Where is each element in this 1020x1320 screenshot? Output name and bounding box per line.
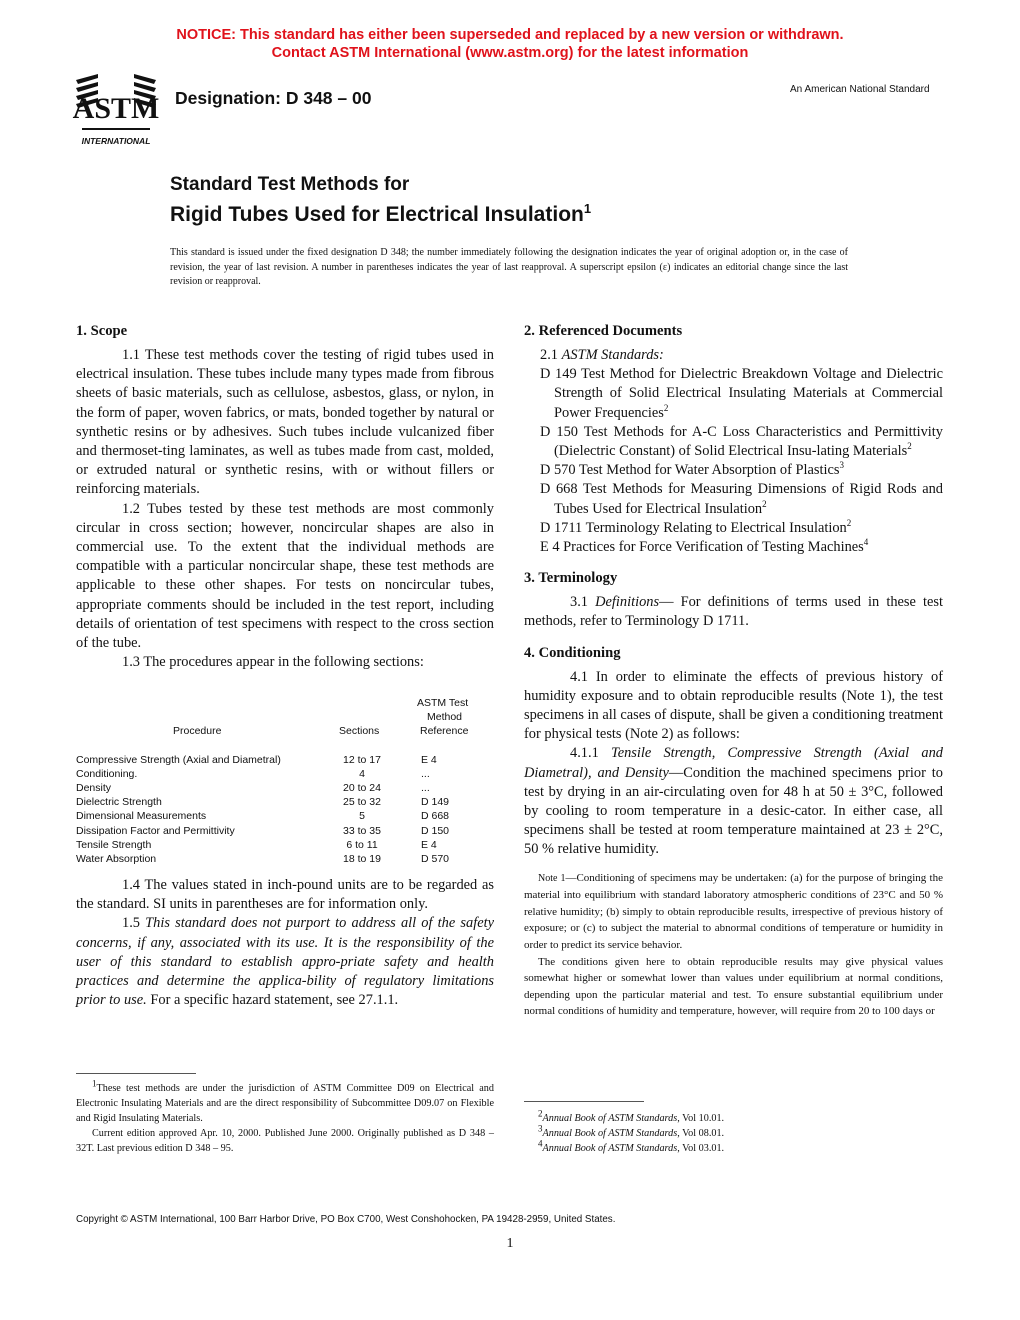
reference-d150 <box>524 423 943 461</box>
reference-footnote-mark: 2 <box>846 518 852 529</box>
cell-sections: 12 to 17 <box>343 754 381 766</box>
section-heading-terminology: 3. Terminology <box>524 570 618 587</box>
american-national-standard-label: An American National Standard <box>790 84 930 95</box>
reference-d570 <box>524 461 943 480</box>
footnote-2 <box>524 1108 943 1126</box>
cell-reference: D 668 <box>421 810 450 822</box>
footnote-1-edition: Current edition approved Apr. 10, 2000. Published June 2000. Originally published as D 348 – 32T. Last previous edition D 348 – 95. <box>76 1128 494 1154</box>
reference-text: D 149 Test Method for Dielectric Breakdown Voltage and Dielectric Strength of Solid Electrical Insulating Materials at Commercial Power Frequencies <box>540 366 943 421</box>
notice-line-2: Contact ASTM International (www.astm.org) for the latest information <box>271 45 749 61</box>
cell-reference: D 570 <box>421 853 450 865</box>
cell-reference: ... <box>421 782 430 794</box>
header-reference-line-3: Reference <box>420 725 469 737</box>
withdrawal-notice <box>0 26 1020 62</box>
note-1-text: —Conditioning of specimens may be undertaken: (a) for the purpose of bringing the material into equilibrium with standard laboratory atmospheric conditions of 23°C and 50 % relative humidity; (b) simply to obtain reproducible results, irrespective of previous history of exposure; or (c) to subject the material to abnormal conditions of temperature or humidity in order to predict its service behavior. <box>524 871 943 952</box>
cell-sections: 20 to 24 <box>343 782 381 794</box>
paragraph-3-1-term: Definitions <box>595 594 660 611</box>
notice-line-1: NOTICE: This standard has either been superseded and replaced by a new version or withdrawn. <box>176 27 844 43</box>
note-1-continued: The conditions given here to obtain reproducible results may give physical values somewhat higher or somewhat lower than values under equilibrium at normal conditions, depending upon the particular material and test. To ensure substantial equilibrium under normal conditions of humidity and temperature, however, will require from 20 to 100 days or <box>524 955 943 1018</box>
footnote-3-source: Annual Book of ASTM Standards <box>542 1128 678 1139</box>
cell-reference: E 4 <box>421 839 437 851</box>
table-row <box>76 753 494 767</box>
table-row <box>76 781 494 795</box>
reference-footnote-mark: 2 <box>907 441 912 452</box>
paragraph-2-1-title: ASTM Standards: <box>561 347 664 363</box>
footnote-3-mark: 3 <box>538 1123 543 1134</box>
cell-procedure: Tensile Strength <box>76 839 152 851</box>
footnote-divider-right <box>524 1101 644 1102</box>
cell-sections: 33 to 35 <box>343 825 381 837</box>
paragraph-1-5-number: 1.5 <box>122 915 140 932</box>
reference-d149 <box>524 365 943 423</box>
footnote-1-text: These test methods are under the jurisdiction of ASTM Committee D09 on Electrical and Electronic Insulating Materials and are the direct responsibility of Subcommittee D09.07 on Flexible and Rigid Insulating Materials. <box>76 1083 494 1124</box>
astm-logo <box>68 72 164 152</box>
right-column <box>524 322 943 1020</box>
cell-reference: D 149 <box>421 796 450 808</box>
title-line-2: Rigid Tubes Used for Electrical Insulation <box>170 203 584 226</box>
section-heading-scope: 1. Scope <box>76 323 128 339</box>
cell-procedure: Compressive Strength (Axial and Diametral) <box>76 754 281 766</box>
footnote-3-volume: , Vol 08.01. <box>677 1128 725 1139</box>
table-row <box>76 852 494 866</box>
header-reference-line-2: Method <box>427 711 463 723</box>
paragraph-4-1-1 <box>524 744 943 859</box>
reference-text: D 570 Test Method for Water Absorption of Plastics <box>540 462 840 479</box>
cell-sections: 18 to 19 <box>343 853 381 865</box>
footnote-4 <box>524 1138 943 1156</box>
header-procedure: Procedure <box>173 725 222 737</box>
table-row <box>76 795 494 809</box>
paragraph-1-5-caveat: This standard does not purport to address all of the safety concerns, if any, associated with its use. It is the responsibility of the user of this standard to establish appro-priate safety and health practices and determine the applica-bility of regulatory limitations prior to use. <box>76 915 494 1009</box>
copyright-line: Copyright © ASTM International, 100 Barr Harbor Drive, PO Box C700, West Conshohocken, PA 19428-2959, United States. <box>76 1214 616 1225</box>
reference-text: D 668 Test Methods for Measuring Dimensions of Rigid Rods and Tubes Used for Electrical Insulation <box>540 481 943 517</box>
reference-e4 <box>524 538 943 557</box>
footnotes-left <box>76 1078 494 1156</box>
footnote-2-mark: 2 <box>538 1108 543 1119</box>
paragraph-1-2: 1.2 Tubes tested by these test methods are most commonly circular in cross section; however, noncircular shapes are also in commercial use. To the extent that the individual methods are compatible with a particular noncircular shape, these test methods are applicable to these other shapes. For tests on noncircular tubes, appropriate comments should be included in the test report, including details of orientation of test specimens with respect to the cross section of the tube. <box>76 500 494 652</box>
cell-procedure: Density <box>76 782 112 794</box>
cell-reference: ... <box>421 768 430 780</box>
paragraph-2-1-number: 2.1 <box>540 347 558 363</box>
left-column <box>76 322 494 672</box>
document-title <box>170 173 591 228</box>
cell-procedure: Water Absorption <box>76 853 157 865</box>
footnote-divider-left <box>76 1073 196 1074</box>
table-header <box>76 692 494 740</box>
title-footnote-mark: 1 <box>583 201 592 216</box>
table-row <box>76 767 494 781</box>
issuance-statement: This standard is issued under the fixed designation D 348; the number immediately following the designation indicates the year of original adoption or, in the case of revision, the year of last revision. A number in parentheses indicates the year of last reapproval. A superscript epsilon (ε) indicates an editorial change since the last revision or reapproval. <box>170 247 848 287</box>
table-row <box>76 809 494 823</box>
reference-footnote-mark: 3 <box>839 460 844 471</box>
cell-procedure: Dimensional Measurements <box>76 810 207 822</box>
left-column-continued <box>76 876 494 1010</box>
paragraph-3-1-rest: — For definitions of terms used in these test methods, refer to Terminology D 1711. <box>524 594 943 630</box>
paragraph-1-4: 1.4 The values stated in inch-pound units are to be regarded as the standard. SI units in parentheses are for information only. <box>76 877 494 913</box>
logo-subtext: INTERNATIONAL <box>81 136 151 146</box>
paragraph-3-1 <box>524 593 943 631</box>
footnote-2-volume: , Vol 10.01. <box>677 1113 725 1124</box>
paragraph-4-1-1-number: 4.1.1 <box>570 745 599 762</box>
header-reference-line-1: ASTM Test <box>417 697 469 709</box>
paragraph-2-1 <box>524 346 943 365</box>
paragraph-4-1-1-rest: —Condition the machined specimens prior to test by drying in an air-circulating oven for 48 h at 50 ± 3°C, followed by cooling to room temperature in a desic-cator. In either case, all specimens shall be tested at room temperature maintained at 23 ± 2°C, 50 % relative humidity. <box>524 764 943 858</box>
reference-text: D 1711 Terminology Relating to Electrical Insulation <box>540 519 847 536</box>
paragraph-4-1: 4.1 In order to eliminate the effects of previous history of humidity exposure and to obtain reproducible results (Note 1), the test specimens in all cases of dispute, shall be given a conditioning treatment for physical tests (Note 2) as follows: <box>524 668 943 743</box>
reference-d1711 <box>524 519 943 538</box>
paragraph-4-1-1-subject: Tensile Strength, Compressive Strength (Axial and Diametral), and Density <box>524 745 943 781</box>
table-row <box>76 824 494 838</box>
reference-footnote-mark: 2 <box>663 402 669 413</box>
paragraph-3-1-number: 3.1 <box>570 594 588 611</box>
footnote-4-source: Annual Book of ASTM Standards <box>542 1143 678 1154</box>
section-heading-conditioning: 4. Conditioning <box>524 644 621 661</box>
cell-procedure: Dielectric Strength <box>76 796 162 808</box>
cell-reference: D 150 <box>421 825 450 837</box>
footnote-3 <box>524 1123 943 1141</box>
note-1-label: Note 1 <box>538 872 566 884</box>
reference-footnote-mark: 2 <box>762 498 767 509</box>
reference-text: D 150 Test Methods for A-C Loss Characteristics and Permittivity (Dielectric Constant) of Solid Electrical Insu-lating Materials <box>540 423 943 460</box>
note-1 <box>524 870 943 1020</box>
cell-sections: 6 to 11 <box>346 839 378 851</box>
section-heading-referenced-documents: 2. Referenced Documents <box>524 323 683 339</box>
table-row <box>76 838 494 852</box>
logo-text: ASTM <box>72 92 160 125</box>
footnote-2-source: Annual Book of ASTM Standards <box>542 1113 678 1124</box>
cell-sections: 5 <box>359 810 365 822</box>
paragraph-1-3: 1.3 The procedures appear in the following sections: <box>122 654 424 671</box>
reference-d668 <box>524 480 943 518</box>
paragraph-1-5 <box>76 914 494 1010</box>
footnote-4-mark: 4 <box>538 1138 543 1149</box>
footnote-1 <box>76 1078 494 1126</box>
reference-text: E 4 Practices for Force Verification of Testing Machines <box>540 539 864 556</box>
paragraph-1-1: 1.1 These test methods cover the testing of rigid tubes used in electrical insulation. These tubes include many types made from fibrous sheets of basic materials, such as cellulose, asbestos, glass, or nylon, in the form of paper, woven fabrics, or mats, bonded together by natural or synthetic resins or by adhesives. Such tubes include vulcanized fiber and thermoset-ting laminates, as well as tubes made from cast, molded, or extruded natural or synthetic resins, with or without fillers or reinforcing materials. <box>76 347 494 498</box>
cell-procedure: Conditioning. <box>76 768 138 780</box>
footnotes-right <box>524 1108 943 1156</box>
footnote-4-volume: , Vol 03.01. <box>677 1143 725 1154</box>
cell-reference: E 4 <box>421 754 437 766</box>
footnote-1-mark: 1 <box>92 1078 97 1089</box>
title-line-1: Standard Test Methods for <box>170 174 410 195</box>
paragraph-1-5-rest: For a specific hazard statement, see 27.1.1. <box>150 992 399 1009</box>
cell-procedure: Dissipation Factor and Permittivity <box>76 825 235 837</box>
cell-sections: 4 <box>359 768 365 780</box>
page-number: 1 <box>506 1236 514 1251</box>
cell-sections: 25 to 32 <box>343 796 381 808</box>
header-sections: Sections <box>339 725 380 737</box>
reference-footnote-mark: 4 <box>863 537 869 548</box>
designation: Designation: D 348 – 00 <box>175 88 372 108</box>
